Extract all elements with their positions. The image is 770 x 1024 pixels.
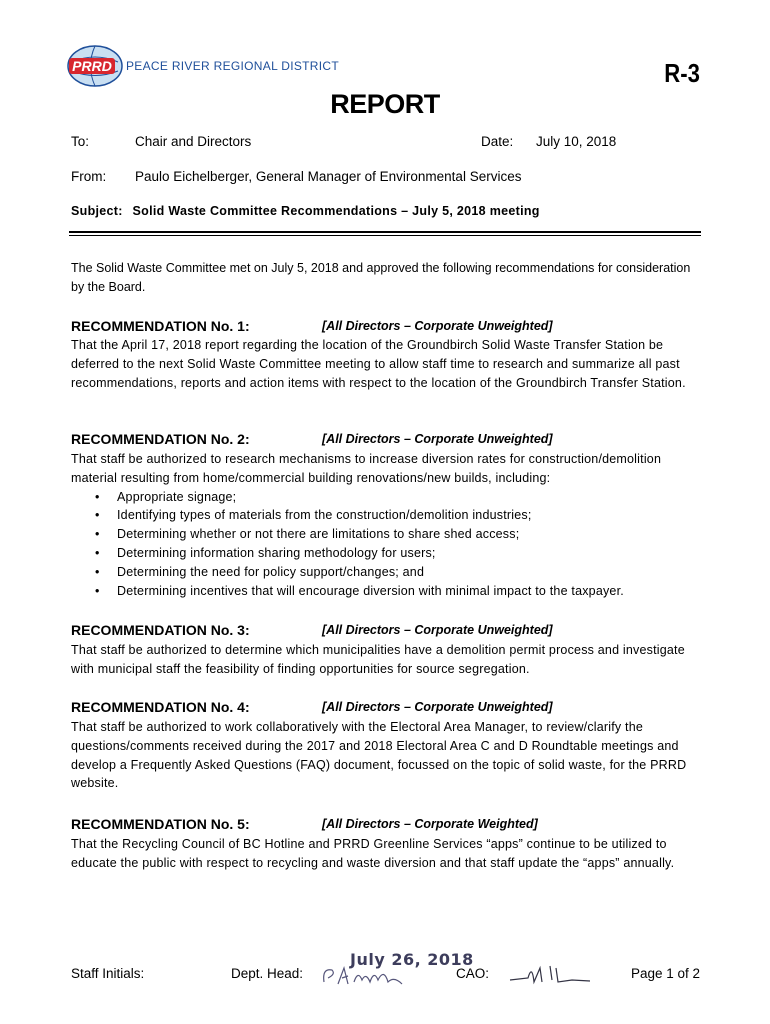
date-stamp: July 26, 2018 xyxy=(350,950,474,969)
logo-abbrev: PRRD xyxy=(72,58,112,74)
recommendation-1-tag: [All Directors – Corporate Unweighted] xyxy=(322,319,553,333)
subject-label: Subject: xyxy=(71,204,123,218)
recommendation-1-heading: RECOMMENDATION No. 1: xyxy=(71,318,250,334)
recommendation-2-tag: [All Directors – Corporate Unweighted] xyxy=(322,432,553,446)
list-item: • Determining incentives that will encourage diversion with minimal impact to the taxpayer. xyxy=(117,582,703,601)
page-number: Page 1 of 2 xyxy=(631,966,701,981)
page-title: REPORT xyxy=(330,89,440,119)
header-divider-thin xyxy=(69,235,701,236)
subject-line xyxy=(71,204,540,218)
subject-value: Solid Waste Committee Recommendations – July 5, 2018 meeting xyxy=(132,204,540,218)
list-item: • Determining whether or not there are limitations to share shed access; xyxy=(117,525,703,544)
dept-head-signature xyxy=(318,962,410,992)
from-label: From: xyxy=(71,169,107,184)
org-name: PEACE RIVER REGIONAL DISTRICT xyxy=(126,59,339,73)
recommendation-4-tag: [All Directors – Corporate Unweighted] xyxy=(322,700,553,714)
date-label: Date: xyxy=(481,134,514,149)
recommendation-1-text: That the April 17, 2018 report regarding the location of the Groundbirch Solid Waste Transfer Station be deferred to the next Solid Waste Committee meeting to allow staff time to research and summarize all past recommendations, reports and action items with respect to the location of the Groundbirch Transfer Station. xyxy=(71,338,686,390)
list-item: • Determining the need for policy support/changes; and xyxy=(117,563,703,582)
recommendation-3-text: That staff be authorized to determine which municipalities have a demolition permit process and investigate with municipal staff the feasibility of finding opportunities for source segregation. xyxy=(71,643,685,676)
recommendation-5-heading: RECOMMENDATION No. 5: xyxy=(71,816,250,832)
to-value: Chair and Directors xyxy=(135,134,252,149)
recommendation-2-list xyxy=(71,488,703,601)
list-item: • Determining information sharing methodology for users; xyxy=(117,544,703,563)
cao-signature xyxy=(506,960,598,990)
document-id: R-3 xyxy=(664,58,700,88)
staff-initials-label: Staff Initials: xyxy=(71,966,145,981)
recommendation-5-tag: [All Directors – Corporate Weighted] xyxy=(322,817,538,831)
cao-label: CAO: xyxy=(456,966,490,981)
recommendation-2-heading: RECOMMENDATION No. 2: xyxy=(71,431,250,447)
list-item: • Appropriate signage; xyxy=(117,488,703,507)
recommendation-4-text: That staff be authorized to work collaboratively with the Electoral Area Manager, to review/clarify the questions/comments received during the 2017 and 2018 Electoral Area C and D Roundtable meetings and develop a Frequently Asked Questions (FAQ) document, focussed on the topic of solid waste, for the PRRD website. xyxy=(71,720,687,791)
recommendation-5-text: That the Recycling Council of BC Hotline and PRRD Greenline Services “apps” continue to be utilized to educate the public with respect to recycling and waste diversion and that staff update the “apps” annually. xyxy=(71,837,675,870)
header-divider xyxy=(69,231,701,233)
prrd-logo xyxy=(66,44,339,88)
recommendation-3-heading: RECOMMENDATION No. 3: xyxy=(71,622,250,638)
recommendation-2-body xyxy=(71,450,703,600)
list-item: • Identifying types of materials from the construction/demolition industries; xyxy=(117,506,703,525)
from-value: Paulo Eichelberger, General Manager of Environmental Services xyxy=(135,169,522,184)
recommendation-3-tag: [All Directors – Corporate Unweighted] xyxy=(322,623,553,637)
prrd-logo-icon xyxy=(66,44,124,88)
recommendation-2-text: That staff be authorized to research mechanisms to increase diversion rates for construction/demolition material resulting from home/commercial building renovations/new builds, including: xyxy=(71,452,662,485)
to-label: To: xyxy=(71,134,90,149)
date-value: July 10, 2018 xyxy=(536,134,617,149)
intro-paragraph: The Solid Waste Committee met on July 5, 2018 and approved the following recommendations for consideration by the Board. xyxy=(71,261,691,294)
dept-head-label: Dept. Head: xyxy=(231,966,304,981)
recommendation-4-heading: RECOMMENDATION No. 4: xyxy=(71,699,250,715)
